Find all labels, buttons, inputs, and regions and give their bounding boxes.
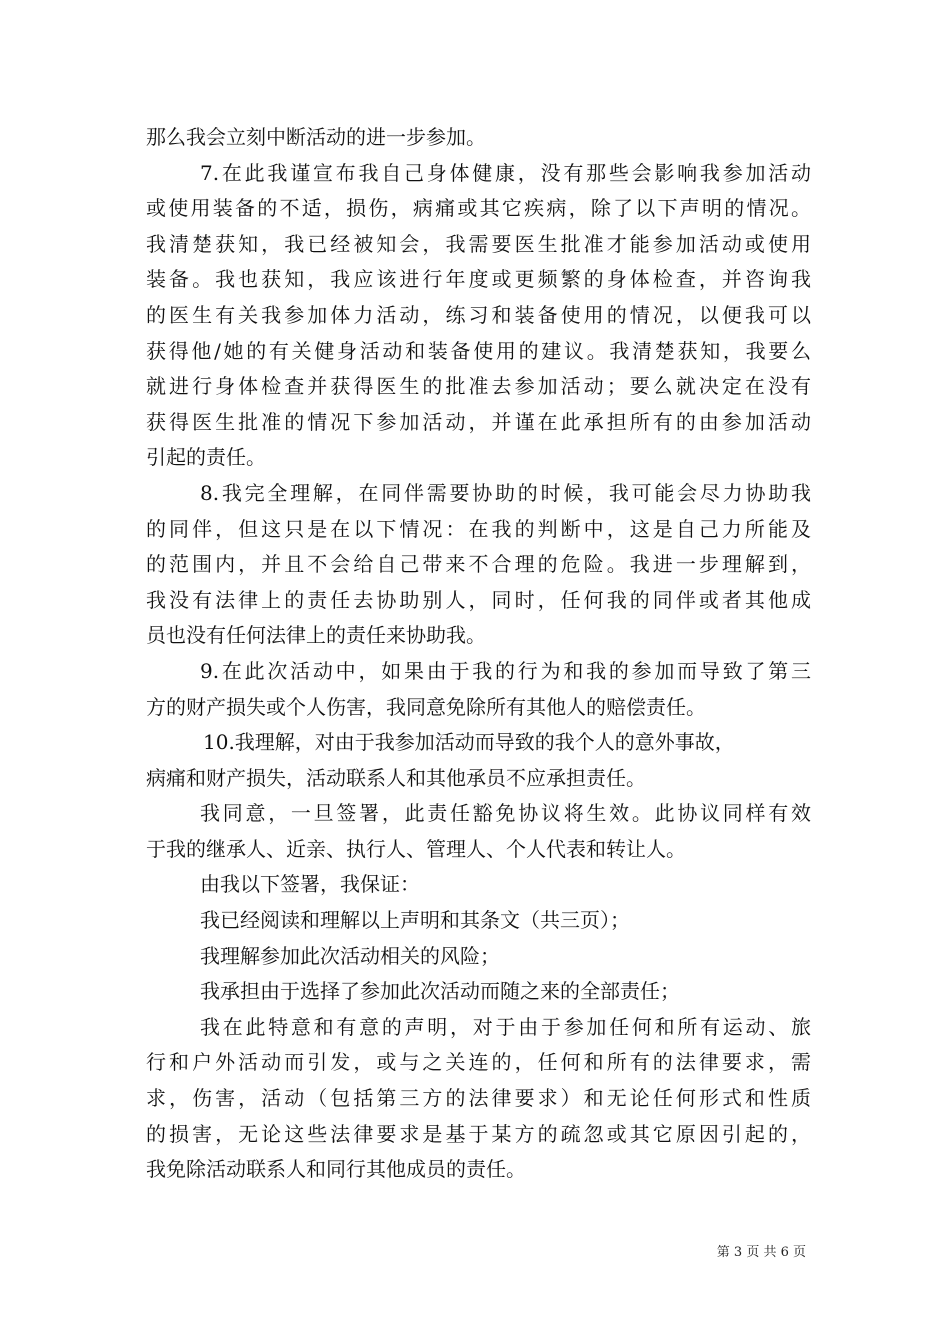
text-line: 的损害，无论这些法律要求是基于某方的疏忽或其它原因引起的， [146,1121,811,1146]
text-line: 我同意，一旦签署，此责任豁免协议将生效。此协议同样有效 [200,801,811,826]
text-line: 的范围内，并且不会给自己带来不合理的危险。我进一步理解到， [146,552,811,577]
page-number: 第 3 页 共 6 页 [716,1245,806,1260]
text-line: 我在此特意和有意的声明，对于由于参加任何和所有运动、旅 [200,1014,811,1039]
text-line: 就进行身体检查并获得医生的批准去参加活动；要么就决定在没有 [146,374,811,399]
text-line: 我免除活动联系人和同行其他成员的责任。 [146,1157,526,1182]
text-line: 我没有法律上的责任去协助别人，同时，任何我的同伴或者其他成 [146,587,811,612]
text-line: 我已经阅读和理解以上声明和其条文（共三页）； [200,908,630,933]
text-line: 于我的继承人、近亲、执行人、管理人、个人代表和转让人。 [146,836,686,861]
text-line: 装备。我也获知，我应该进行年度或更频繁的身体检查，并咨询我 [146,267,811,292]
text-line: 的同伴，但这只是在以下情况：在我的判断中，这是自己力所能及 [146,516,811,541]
text-line: 由我以下签署，我保证： [200,872,420,897]
text-line: 那么我会立刻中断活动的进一步参加。 [146,125,486,149]
text-line: 病痛和财产损失，活动联系人和其他承员不应承担责任。 [146,765,646,790]
text-line: 我理解参加此次活动相关的风险； [200,943,500,968]
text-line: 获得他/她的有关健身活动和装备使用的建议。我清楚获知，我要么 [146,338,811,363]
document-body [146,120,811,1188]
text-line: 我承担由于选择了参加此次活动而随之来的全部责任； [200,979,680,1004]
text-line: 我清楚获知，我已经被知会，我需要医生批准才能参加活动或使用 [146,231,811,256]
text-line: 7.在此我谨宣布我自己身体健康，没有那些会影响我参加活动 [200,160,811,185]
text-line: 或使用装备的不适，损伤，病痛或其它疾病，除了以下声明的情况。 [146,196,811,221]
text-line: 求，伤害，活动（包括第三方的法律要求）和无论任何形式和性质 [146,1086,811,1111]
text-line: 引起的责任。 [146,445,266,470]
text-line: 员也没有任何法律上的责任来协助我。 [146,623,486,648]
text-line: 9.在此次活动中，如果由于我的行为和我的参加而导致了第三 [200,658,811,683]
text-line: 8.我完全理解，在同伴需要协助的时候，我可能会尽力协助我 [200,480,811,505]
text-line: 方的财产损失或个人伤害，我同意免除所有其他人的赔偿责任。 [146,694,706,719]
text-line: 行和户外活动而引发，或与之关连的，任何和所有的法律要求，需 [146,1050,811,1075]
text-line: 的医生有关我参加体力活动，练习和装备使用的情况，以便我可以 [146,302,811,327]
text-line: 获得医生批准的情况下参加活动，并谨在此承担所有的由参加活动 [146,409,811,434]
text-line: 10.我理解，对由于我参加活动而导致的我个人的意外事故， [203,730,735,755]
